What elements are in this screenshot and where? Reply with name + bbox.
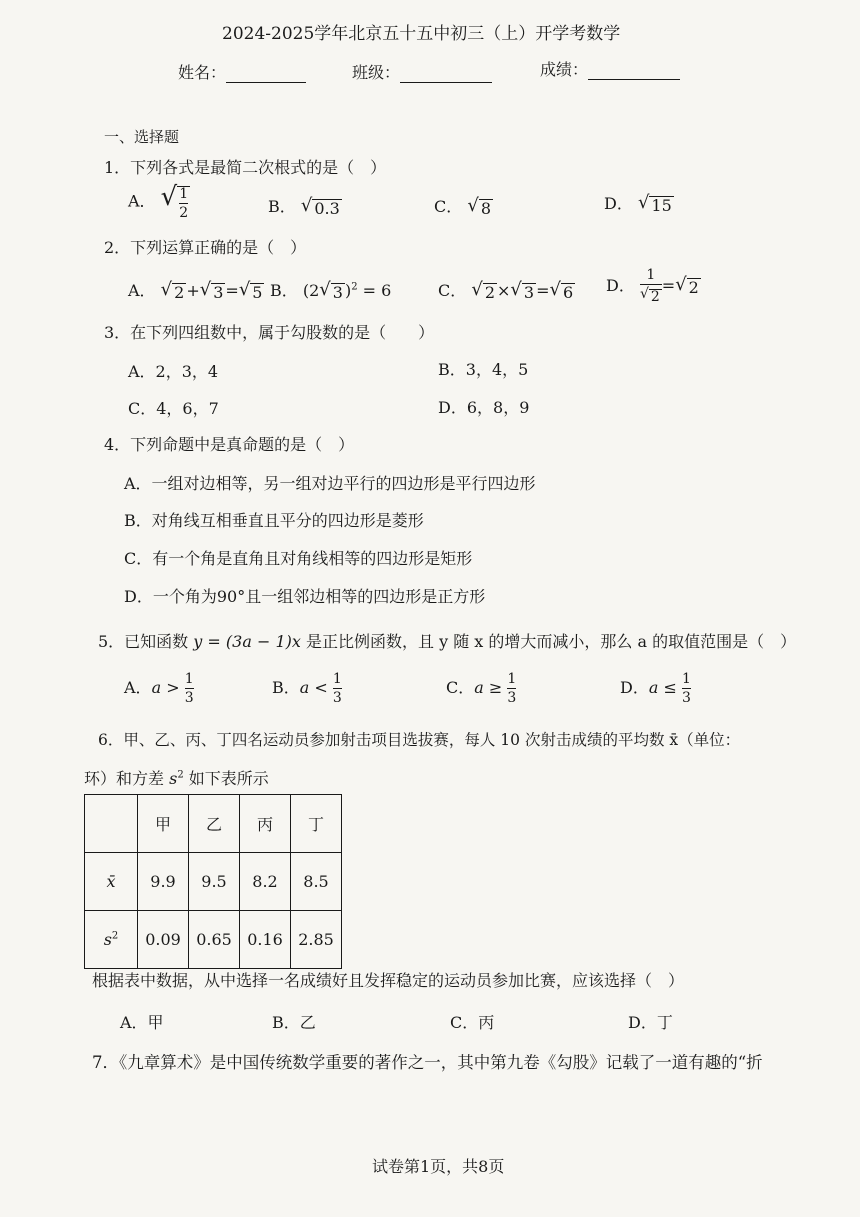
q1-b-radical: √ 0.3 [300, 195, 340, 219]
q2-c-op: × [497, 281, 511, 300]
q6-option-d[interactable]: D．丁 [628, 1013, 673, 1032]
q6-stem-line1: 6．甲、乙、丙、丁四名运动员参加射击项目选拔赛，每人 10 次射击成绩的平均数 x̄（单位： [98, 731, 741, 749]
q2-d-rad: √ 2 [675, 274, 699, 298]
section-title: 一、选择题 [104, 128, 180, 146]
q1-d-radical: √ 15 [637, 192, 672, 216]
q2-c-rad1: √ 2 [471, 279, 496, 303]
q2-a-eq: = [225, 281, 239, 300]
q5-b-denominator: 3 [332, 690, 342, 706]
q2-a-rad2: √ 3 [199, 279, 224, 303]
q1-a-denominator: 2 [179, 205, 189, 221]
q2-d-radicand: 2 [688, 278, 699, 298]
q4-option-a[interactable]: A．一组对边相等，另一组对边平行的四边形是平行四边形 [124, 474, 536, 493]
score-label: 成绩： [540, 60, 589, 79]
q5-stem-pre: 5．已知函数 [98, 632, 194, 651]
q1-c-radical: √ 8 [467, 195, 492, 219]
table-cell: 0.16 [240, 911, 291, 969]
q2-b-exponent: 2 [351, 281, 358, 293]
table-header-cell: 丁 [291, 795, 342, 853]
q2-option-c[interactable] [438, 278, 575, 302]
table-row-label [85, 911, 138, 969]
q5-stem [98, 629, 796, 652]
q3-option-c[interactable]: C．4，6，7 [128, 399, 219, 418]
q2-a-radicand3: 5 [252, 283, 263, 303]
table-row-label-var: s [103, 930, 112, 949]
table-row [85, 911, 342, 969]
q2-d-fraction: 1 √ 2 [639, 267, 660, 305]
q1-a-radical: √ $\frac{1}{2}$ [160, 182, 189, 221]
q1-option-c[interactable] [434, 194, 493, 218]
q2-a-radicand2: 3 [213, 283, 224, 303]
q5-b-relation: a < [299, 678, 328, 697]
q2-b-rad: √ 3 [319, 279, 343, 303]
q5-option-a[interactable] [124, 672, 194, 705]
q1-option-a[interactable] [128, 184, 190, 220]
q6-stem-line2 [84, 766, 269, 789]
q1-a-label: A． [128, 191, 156, 211]
q5-d-fraction [682, 672, 691, 705]
q2-a-rad3: √ 5 [238, 279, 263, 303]
q6-stem2-var: s [169, 769, 178, 788]
q5-function: y = (3a − 1)x [193, 632, 301, 651]
q6-option-c[interactable]: C．丙 [450, 1013, 495, 1032]
table-cell: 2.85 [291, 911, 342, 969]
q5-d-numerator: 1 [681, 671, 691, 687]
q6-stem2-sup: 2 [177, 769, 184, 781]
q7-stem: 7．《九章算术》是中国传统数学重要的著作之一，其中第九卷《勾股》记载了一道有趣的“折 [92, 1053, 763, 1072]
table-header-row [85, 795, 342, 853]
table-header-cell [85, 795, 138, 853]
page-title: 2024-2025学年北京五十五中初三（上）开学考数学 [222, 24, 621, 44]
q2-d-numerator: 1 [646, 267, 656, 283]
q5-a-relation: a > [151, 678, 180, 697]
table-row-label-sup: 2 [111, 930, 119, 942]
q5-a-denominator: 3 [184, 690, 194, 706]
q5-c-fraction [507, 672, 516, 705]
q2-d-denominator: 2 [650, 289, 660, 305]
table-header-cell: 丙 [240, 795, 291, 853]
q2-c-radicand3: 6 [562, 283, 574, 303]
q6-stem2-pre: 环）和方差 [84, 769, 170, 788]
q2-c-label: C． [438, 281, 467, 300]
q6-option-a[interactable]: A．甲 [120, 1013, 164, 1032]
q3-stem: 3．在下列四组数中，属于勾股数的是（ ） [104, 323, 435, 342]
q3-option-a[interactable]: A．2，3，4 [128, 362, 219, 381]
class-label: 班级： [352, 63, 401, 82]
q2-stem: 2．下列运算正确的是（ ） [104, 238, 307, 257]
q4-stem: 4．下列命题中是真命题的是（ ） [104, 435, 355, 454]
q1-d-label: D． [604, 194, 633, 213]
table-header-cell: 乙 [189, 795, 240, 853]
q5-option-d[interactable] [620, 672, 691, 705]
q6-after-text: 根据表中数据，从中选择一名成绩好且发挥稳定的运动员参加比赛，应该选择（ ） [92, 971, 685, 990]
q3-option-b[interactable]: B．3，4，5 [438, 360, 529, 379]
q1-option-d[interactable] [604, 191, 674, 215]
q6-score-table [84, 794, 342, 969]
q4-option-b[interactable]: B．对角线互相垂直且平分的四边形是菱形 [124, 511, 424, 530]
q1-b-radicand: 0.3 [314, 199, 340, 219]
table-header-cell: 甲 [138, 795, 189, 853]
q5-d-relation: a ≤ [648, 678, 677, 697]
q5-d-label: D． [620, 678, 649, 697]
q2-c-rad3: √ 6 [549, 279, 574, 303]
table-cell: 9.5 [189, 853, 240, 911]
table-cell: 9.9 [138, 853, 189, 911]
q5-c-label: C． [446, 678, 475, 697]
q2-option-b[interactable] [270, 278, 391, 302]
table-cell: 0.09 [138, 911, 189, 969]
q2-b-label: B． [270, 281, 298, 300]
q5-stem-post: 是正比例函数，且 y 随 x 的增大而减小，那么 a 的取值范围是（ ） [300, 632, 797, 651]
q5-c-relation: a ≥ [474, 678, 503, 697]
name-label: 姓名： [178, 63, 227, 82]
q1-c-radicand: 8 [480, 199, 492, 219]
q5-b-fraction [333, 672, 342, 705]
q6-option-b[interactable]: B．乙 [272, 1013, 316, 1032]
table-row-label: x̄ [85, 853, 138, 911]
table-cell: 8.2 [240, 853, 291, 911]
q2-a-radicand1: 2 [174, 283, 185, 303]
score-blank[interactable] [588, 79, 680, 80]
name-field[interactable] [178, 60, 306, 83]
q6-stem2-post: 如下表所示 [183, 769, 269, 788]
table-cell: 0.65 [189, 911, 240, 969]
q5-a-label: A． [124, 678, 152, 697]
q5-a-numerator: 1 [184, 671, 194, 687]
q2-c-radicand1: 2 [484, 283, 496, 303]
q3-option-d[interactable]: D．6，8，9 [438, 398, 530, 417]
q2-d-label: D． [606, 276, 635, 296]
q5-d-denominator: 3 [681, 690, 691, 706]
q5-option-c[interactable] [446, 672, 516, 705]
name-blank[interactable] [226, 82, 306, 83]
page-footer: 试卷第1页，共8页 [372, 1157, 505, 1176]
q2-a-op: + [186, 281, 200, 300]
table-cell: 8.5 [291, 853, 342, 911]
q5-option-b[interactable] [272, 672, 342, 705]
q5-c-denominator: 3 [507, 690, 517, 706]
q2-b-radicand: 3 [332, 283, 343, 303]
q2-b-post: ) [344, 281, 352, 300]
q2-a-rad1: √ 2 [160, 279, 185, 303]
q1-b-label: B． [268, 197, 296, 216]
class-field[interactable] [352, 60, 492, 83]
q2-c-rad2: √ 3 [510, 279, 535, 303]
q1-a-numerator: 1 [179, 186, 189, 202]
q5-b-label: B． [272, 678, 300, 697]
q2-a-label: A． [128, 281, 156, 300]
table-row [85, 853, 342, 911]
q2-option-a[interactable] [128, 278, 264, 302]
q1-option-b[interactable] [268, 194, 342, 218]
q2-b-pre: (2 [302, 281, 320, 300]
q4-option-c[interactable]: C．有一个角是直角且对角线相等的四边形是矩形 [124, 549, 473, 568]
q2-c-radicand2: 3 [523, 283, 535, 303]
q1-c-label: C． [434, 197, 463, 216]
q1-stem: 1．下列各式是最简二次根式的是（ ） [104, 158, 387, 177]
q5-b-numerator: 1 [332, 671, 342, 687]
score-field[interactable] [540, 57, 680, 80]
q5-a-fraction [185, 672, 194, 705]
q1-d-radicand: 15 [651, 196, 672, 216]
q2-option-d[interactable] [606, 268, 701, 305]
q2-d-eq: = [661, 276, 676, 296]
q4-option-d[interactable]: D．一个角为90°且一组邻边相等的四边形是正方形 [124, 587, 486, 606]
class-blank[interactable] [400, 82, 492, 83]
q5-c-numerator: 1 [507, 671, 517, 687]
q2-b-eq: = 6 [357, 281, 392, 300]
q2-c-eq: = [536, 281, 550, 300]
